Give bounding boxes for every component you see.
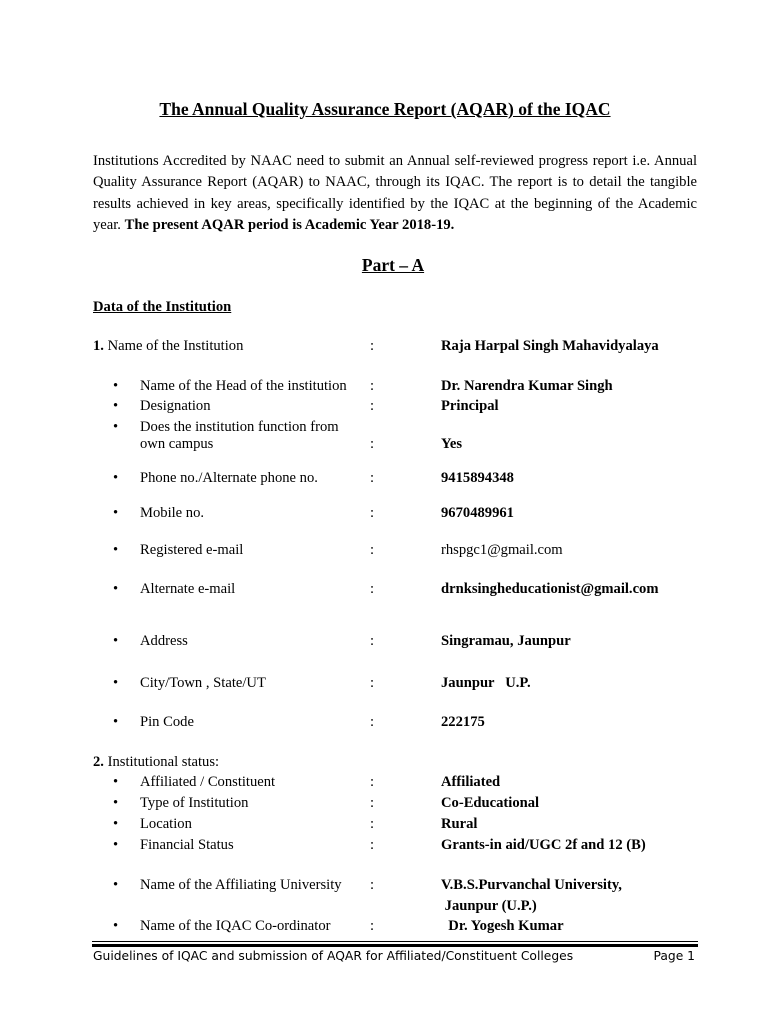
status-row: • Name of the IQAC Co-ordinator : Dr. Yogesh Kumar	[113, 918, 564, 934]
intro-period: The present AQAR period is Academic Year 2018-19.	[124, 216, 455, 233]
institutional-status-heading: 2. Institutional status:	[93, 754, 220, 770]
field-row: own campus : Yes	[140, 436, 463, 452]
section-heading: Data of the Institution	[93, 299, 232, 315]
page-number: Page 1	[653, 949, 695, 963]
status-row: • Financial Status : Grants-in aid/UGC 2f and 12 (B)	[113, 837, 646, 853]
field-row: • Address : Singramau, Jaunpur	[113, 633, 571, 649]
intro-text: Institutions Accredited by NAAC need to submit an Annual self-reviewed progress report i.e. Annual Quality Assurance Report (AQAR) to NAAC, through its IQAC. The report is to detail the tangible results achieved in key areas, specifically identified by the IQAC at the beginning of the Academic year.	[93, 153, 697, 233]
field-row: • Mobile no. : 9670489961	[113, 505, 514, 521]
field-row: • Name of the Head of the institution : Dr. Narendra Kumar Singh	[113, 378, 613, 394]
field-row: • Alternate e-mail : drnksingheducationist@gmail.com	[113, 581, 659, 597]
status-row: • Affiliated / Constituent : Affiliated	[113, 774, 501, 790]
field-row: • Pin Code : 222175	[113, 714, 485, 730]
field-row: • Phone no./Alternate phone no. : 9415894348	[113, 470, 514, 486]
field-row: • Registered e-mail : rhspgc1@gmail.com	[113, 542, 563, 558]
institution-name-label: 1. Name of the Institution	[93, 338, 244, 354]
institution-name-row: 1. Name of the Institution : Raja Harpal Singh Mahavidyalaya	[93, 338, 659, 354]
field-row: • City/Town , State/UT : Jaunpur U.P.	[113, 675, 531, 691]
footer-divider-thick	[92, 944, 698, 947]
status-row: Jaunpur (U.P.)	[441, 898, 537, 914]
field-row: • Does the institution function from	[113, 419, 339, 435]
page-title: The Annual Quality Assurance Report (AQAR) of the IQAC	[159, 99, 611, 119]
status-row: • Name of the Affiliating University : V.B.S.Purvanchal University,	[113, 877, 622, 893]
institution-name-value: Raja Harpal Singh Mahavidyalaya	[441, 338, 659, 354]
status-row: • Type of Institution : Co-Educational	[113, 795, 540, 811]
footer-divider	[92, 941, 698, 942]
field-row: • Designation : Principal	[113, 398, 499, 414]
intro-paragraph	[93, 151, 697, 236]
part-heading: Part – A	[361, 255, 425, 275]
status-row: • Location : Rural	[113, 816, 478, 832]
footer-text: Guidelines of IQAC and submission of AQAR for Affiliated/Constituent Colleges	[93, 949, 574, 963]
